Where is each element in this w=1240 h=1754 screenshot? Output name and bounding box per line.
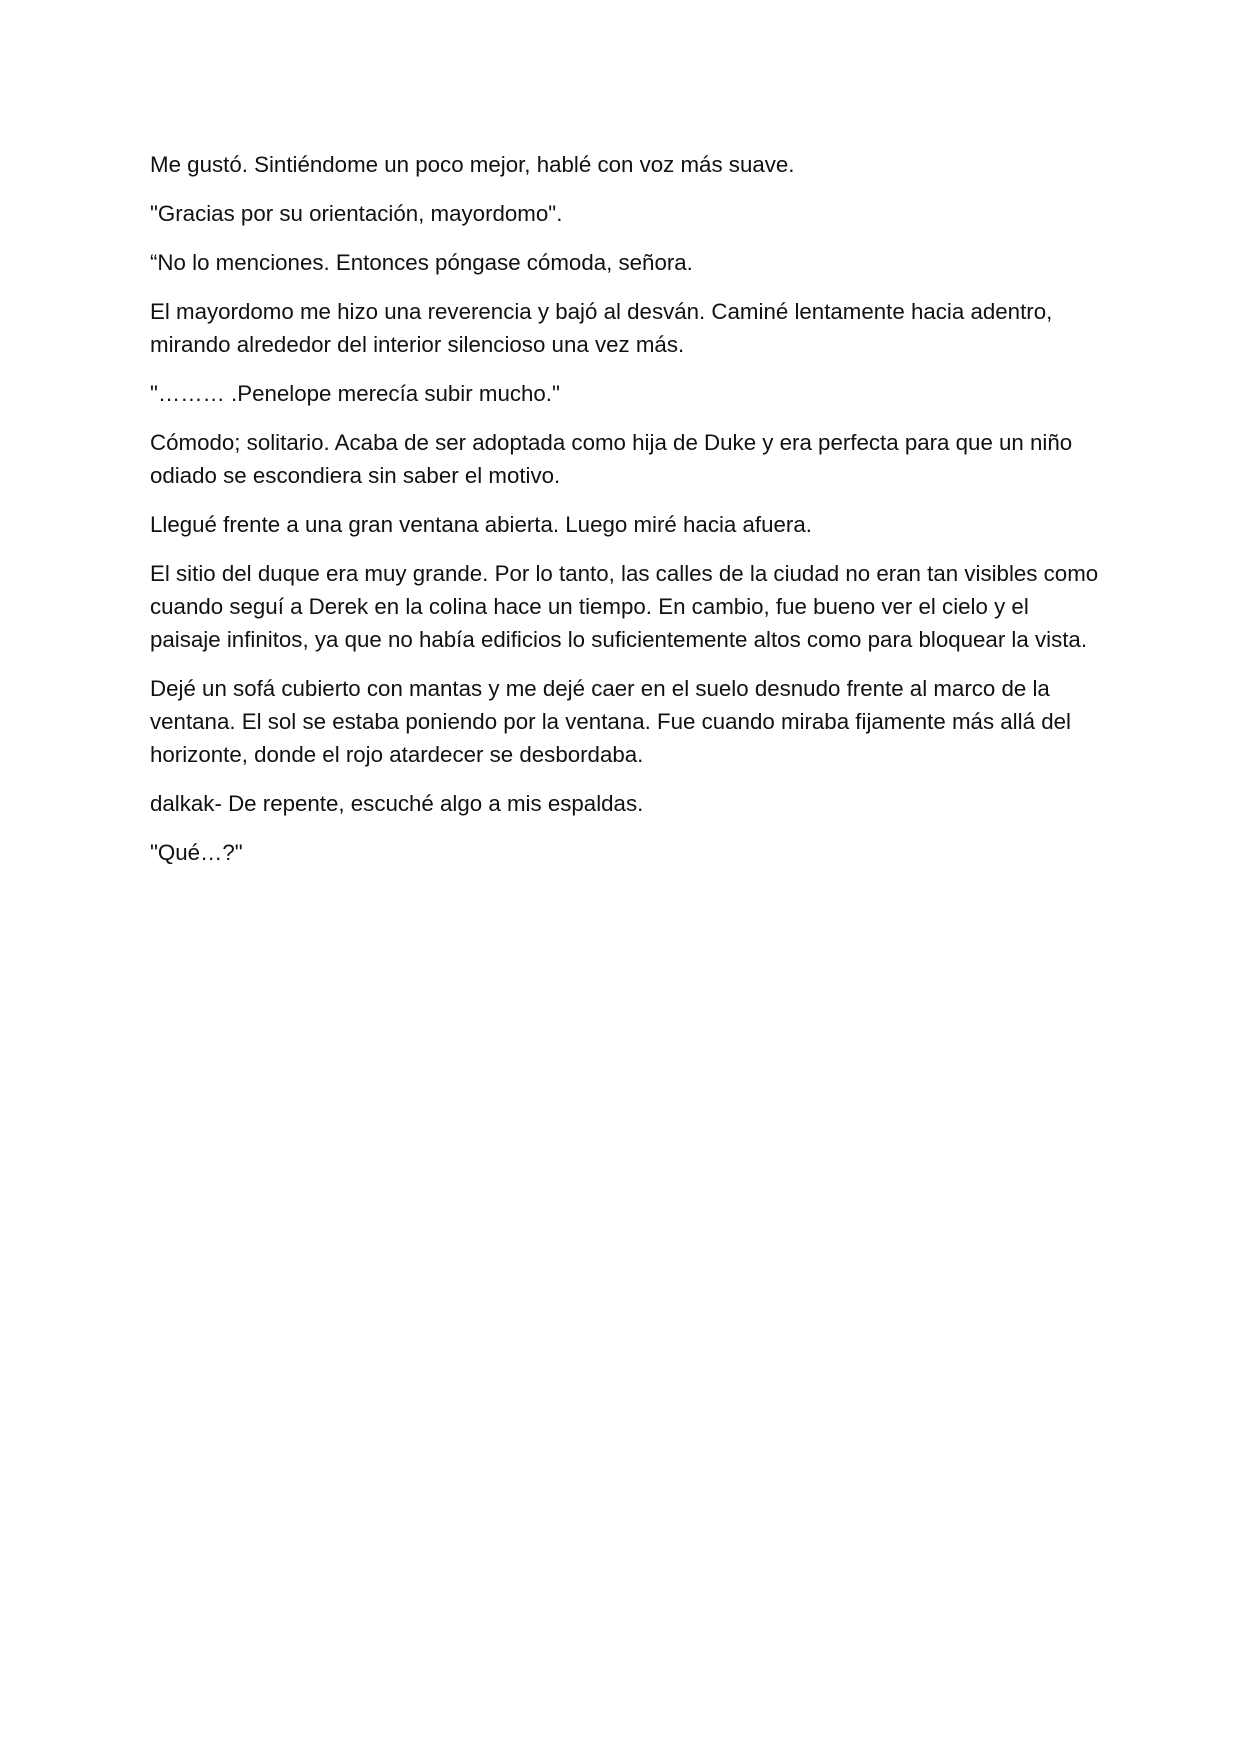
paragraph: El sitio del duque era muy grande. Por lo tanto, las calles de la ciudad no eran tan visibles como cuando seguí a Derek en la colina hace un tiempo. En cambio, fue bueno ver el cielo y el paisaje infinitos, ya que no había edificios lo suficientemente altos como para bloquear la vista. [150, 561, 1099, 652]
paragraph: "……… .Penelope merecía subir mucho." [150, 381, 560, 406]
document-body [150, 148, 1100, 885]
paragraph: Dejé un sofá cubierto con mantas y me dejé caer en el suelo desnudo frente al marco de la ventana. El sol se estaba poniendo por la ventana. Fue cuando miraba fijamente más allá del horizonte, donde el rojo atardecer se desbordaba. [150, 676, 1071, 767]
paragraph: "Gracias por su orientación, mayordomo". [150, 201, 563, 226]
paragraph: Me gustó. Sintiéndome un poco mejor, hablé con voz más suave. [150, 152, 795, 177]
paragraph: Llegué frente a una gran ventana abierta. Luego miré hacia afuera. [150, 512, 812, 537]
paragraph: “No lo menciones. Entonces póngase cómoda, señora. [150, 250, 693, 275]
paragraph: Cómodo; solitario. Acaba de ser adoptada como hija de Duke y era perfecta para que un niño odiado se escondiera sin saber el motivo. [150, 430, 1073, 488]
paragraph: El mayordomo me hizo una reverencia y bajó al desván. Caminé lentamente hacia adentro, mirando alrededor del interior silencioso una vez más. [150, 299, 1053, 357]
paragraph: "Qué…?" [150, 840, 243, 865]
paragraph: dalkak- De repente, escuché algo a mis espaldas. [150, 791, 644, 816]
